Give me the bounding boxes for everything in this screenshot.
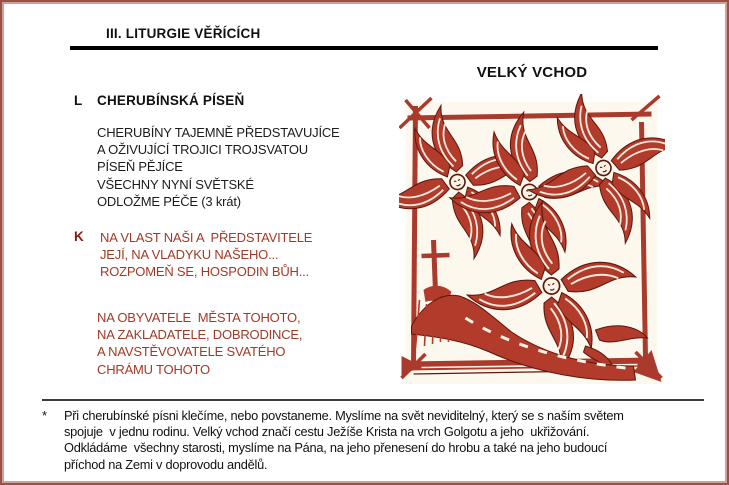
hymn-line: VŠECHNY NYNÍ SVĚTSKÉ	[97, 176, 254, 192]
footnote-divider	[42, 399, 704, 401]
speaker-label-k: K	[74, 229, 84, 244]
cherubic-hymn-text	[97, 124, 340, 210]
petition-line: NA OBYVATELE MĚSTA TOHOTO,	[97, 310, 301, 325]
hymn-line: A OŽIVUJÍCÍ TROJICI TROJSVATOU	[97, 142, 308, 158]
footnote-marker: *	[42, 408, 48, 423]
hymn-line: PÍSEŇ PĚJÍCE	[97, 159, 183, 175]
priest-petition-text-2	[97, 309, 302, 378]
footnote-line: spojuje v jednu rodinu. Velký vchod značí cestu Ježíše Krista na vrch Golgotu a jeho ukřižování.	[64, 424, 590, 440]
speaker-label-l: L	[74, 93, 83, 108]
petition-line: CHRÁMU TOHOTO	[97, 361, 210, 377]
petition-line: NA VLAST NAŠI A PŘEDSTAVITELE	[100, 230, 313, 245]
footnote	[42, 408, 624, 473]
illustration-heading: VELKÝ VCHOD	[476, 64, 588, 81]
hymn-line: ODLOŽME PÉČE (3 krát)	[97, 193, 241, 209]
footnote-line: Odkládáme všechny starosti, myslíme na Pána, na jeho přenesení do hrobu a také na jeho budoucí	[64, 440, 608, 456]
footnote-text	[64, 408, 624, 473]
footnote-line: Při cherubínské písni klečíme, nebo povstaneme. Myslíme na svět neviditelný, který se s naším světem	[64, 408, 624, 423]
priest-petition-text-1	[100, 229, 312, 281]
section-heading: CHERUBÍNSKÁ PÍSEŇ	[97, 93, 245, 108]
petition-line: ROZPOMEŇ SE, HOSPODIN BŮH...	[100, 264, 309, 280]
footnote-line: příchod na Zemi v doprovodu andělů.	[64, 456, 268, 472]
great-entrance-cherubim-woodcut-illustration	[399, 94, 665, 394]
page-title: III. LITURGIE VĚŘÍCÍCH	[106, 26, 261, 41]
petition-line: NA ZAKLADATELE, DOBRODINCE,	[97, 327, 303, 343]
petition-line: JEJÍ, NA VLADYKU NAŠEHO...	[100, 247, 279, 263]
petition-line: A NAVSTĚVOVATELE SVATÉHO	[97, 344, 286, 360]
title-underline	[70, 46, 658, 50]
hymn-line: CHERUBÍNY TAJEMNĚ PŘEDSTAVUJÍCE	[97, 125, 340, 140]
